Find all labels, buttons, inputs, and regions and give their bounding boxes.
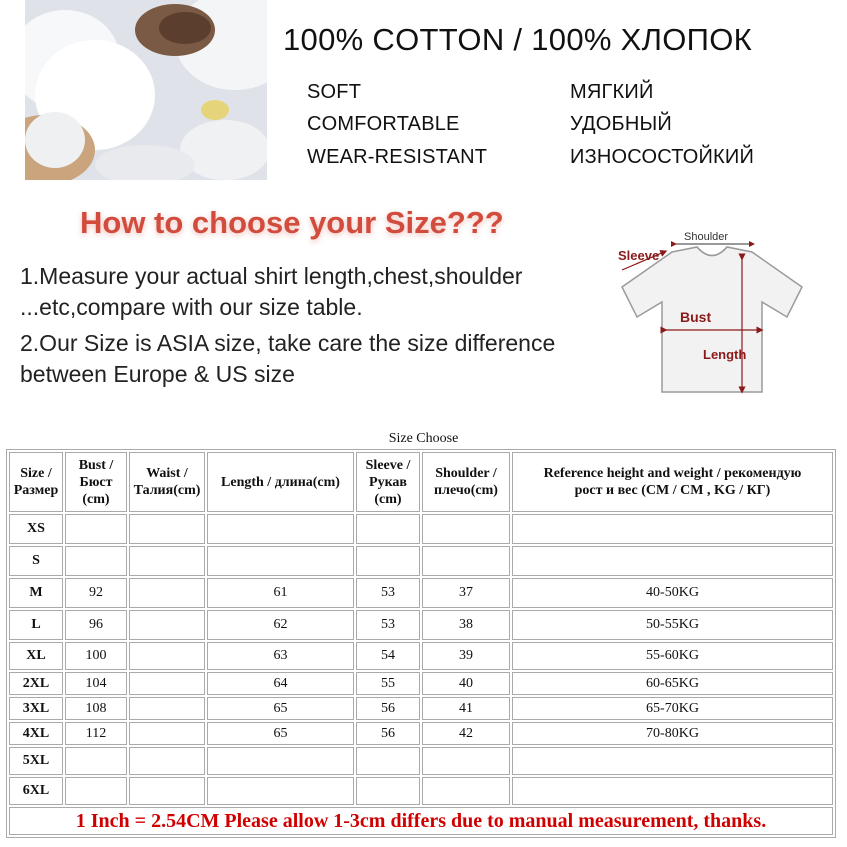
header-sleeve: Sleeve / Рукав (cm) <box>356 452 420 512</box>
table-row <box>9 546 833 576</box>
length-cell <box>207 777 354 805</box>
header-waist: Waist / Талия(cm) <box>129 452 205 512</box>
waist-cell <box>129 697 205 720</box>
reference-cell: 65-70KG <box>512 697 833 720</box>
length-cell: 63 <box>207 642 354 670</box>
header-shoulder: Shoulder / плечо(cm) <box>422 452 510 512</box>
sleeve-cell: 53 <box>356 610 420 640</box>
footnote-row <box>9 807 833 835</box>
tshirt-icon <box>612 222 817 397</box>
bust-cell: 112 <box>65 722 127 745</box>
table-row <box>9 672 833 695</box>
table-row <box>9 747 833 775</box>
waist-cell <box>129 642 205 670</box>
sleeve-cell: 56 <box>356 697 420 720</box>
step-1-line-1: 1.Measure your actual shirt length,chest,shoulder <box>20 263 523 289</box>
sleeve-cell: 53 <box>356 578 420 608</box>
shoulder-label: Shoulder <box>684 231 729 243</box>
bust-cell: 96 <box>65 610 127 640</box>
feature-ru-wear-resistant: ИЗНОСОСТОЙКИЙ <box>570 146 755 168</box>
sleeve-cell <box>356 747 420 775</box>
header-reference: Reference height and weight / рекомендую рост и вес (CM / CM , KG / КГ) <box>512 452 833 512</box>
length-cell <box>207 747 354 775</box>
reference-cell: 60-65KG <box>512 672 833 695</box>
length-cell: 62 <box>207 610 354 640</box>
size-cell: XS <box>9 514 63 544</box>
waist-cell <box>129 722 205 745</box>
size-guide-title: How to choose your Size??? <box>80 205 504 240</box>
shoulder-cell <box>422 546 510 576</box>
reference-cell <box>512 777 833 805</box>
feature-en-wear-resistant: WEAR-RESISTANT <box>307 146 488 168</box>
bust-cell <box>65 514 127 544</box>
size-cell: 3XL <box>9 697 63 720</box>
waist-cell <box>129 747 205 775</box>
step-2-line-1: 2.Our Size is ASIA size, take care the size difference <box>20 330 556 356</box>
table-row <box>9 642 833 670</box>
reference-cell <box>512 514 833 544</box>
shoulder-cell: 42 <box>422 722 510 745</box>
size-table-caption: Size Choose <box>388 431 459 446</box>
size-table-header-row <box>9 452 833 512</box>
table-row <box>9 610 833 640</box>
reference-cell: 70-80KG <box>512 722 833 745</box>
bust-cell: 108 <box>65 697 127 720</box>
waist-cell <box>129 777 205 805</box>
sleeve-label: Sleeve <box>618 248 660 263</box>
size-cell: 5XL <box>9 747 63 775</box>
size-cell: M <box>9 578 63 608</box>
size-cell: 2XL <box>9 672 63 695</box>
table-row <box>9 514 833 544</box>
length-cell <box>207 546 354 576</box>
size-cell: S <box>9 546 63 576</box>
sleeve-cell: 55 <box>356 672 420 695</box>
waist-cell <box>129 610 205 640</box>
waist-cell <box>129 514 205 544</box>
measurement-footnote: 1 Inch = 2.54CM Please allow 1-3cm differs due to manual measurement, thanks. <box>9 807 833 835</box>
length-cell <box>207 514 354 544</box>
sleeve-cell <box>356 546 420 576</box>
step-1-line-2: ...etc,compare with our size table. <box>20 294 363 320</box>
reference-cell: 40-50KG <box>512 578 833 608</box>
table-row <box>9 578 833 608</box>
sleeve-cell: 56 <box>356 722 420 745</box>
length-cell: 64 <box>207 672 354 695</box>
sleeve-cell <box>356 777 420 805</box>
bust-cell: 92 <box>65 578 127 608</box>
bust-cell <box>65 546 127 576</box>
waist-cell <box>129 546 205 576</box>
waist-cell <box>129 672 205 695</box>
bust-cell: 100 <box>65 642 127 670</box>
table-row <box>9 697 833 720</box>
cotton-illustration <box>25 0 267 180</box>
shoulder-cell: 37 <box>422 578 510 608</box>
shoulder-cell <box>422 514 510 544</box>
feature-ru-soft: МЯГКИЙ <box>570 81 654 103</box>
size-cell: 6XL <box>9 777 63 805</box>
header-length: Length / длина(cm) <box>207 452 354 512</box>
shoulder-cell: 40 <box>422 672 510 695</box>
cotton-headline: 100% COTTON / 100% ХЛОПОК <box>283 22 753 57</box>
size-cell: XL <box>9 642 63 670</box>
header-size: Size / Размер <box>9 452 63 512</box>
size-table <box>6 449 836 838</box>
reference-cell <box>512 546 833 576</box>
table-row <box>9 722 833 745</box>
step-2-line-2: between Europe & US size <box>20 361 295 387</box>
shoulder-cell: 38 <box>422 610 510 640</box>
reference-cell: 50-55KG <box>512 610 833 640</box>
tshirt-measurement-diagram <box>612 222 817 397</box>
shoulder-cell: 39 <box>422 642 510 670</box>
header-bust: Bust / Бюст (cm) <box>65 452 127 512</box>
shoulder-cell <box>422 777 510 805</box>
reference-cell <box>512 747 833 775</box>
shoulder-cell: 41 <box>422 697 510 720</box>
bust-label: Bust <box>680 309 712 325</box>
cotton-photo <box>25 0 267 180</box>
size-cell: 4XL <box>9 722 63 745</box>
feature-en-comfortable: COMFORTABLE <box>307 113 460 135</box>
bust-cell <box>65 777 127 805</box>
feature-ru-comfortable: УДОБНЫЙ <box>570 113 672 135</box>
sleeve-cell: 54 <box>356 642 420 670</box>
length-cell: 65 <box>207 697 354 720</box>
sleeve-cell <box>356 514 420 544</box>
reference-cell: 55-60KG <box>512 642 833 670</box>
size-cell: L <box>9 610 63 640</box>
length-cell: 61 <box>207 578 354 608</box>
feature-en-soft: SOFT <box>307 81 362 103</box>
length-cell: 65 <box>207 722 354 745</box>
bust-cell <box>65 747 127 775</box>
shoulder-cell <box>422 747 510 775</box>
length-label: Length <box>703 347 747 362</box>
table-row <box>9 777 833 805</box>
bust-cell: 104 <box>65 672 127 695</box>
waist-cell <box>129 578 205 608</box>
